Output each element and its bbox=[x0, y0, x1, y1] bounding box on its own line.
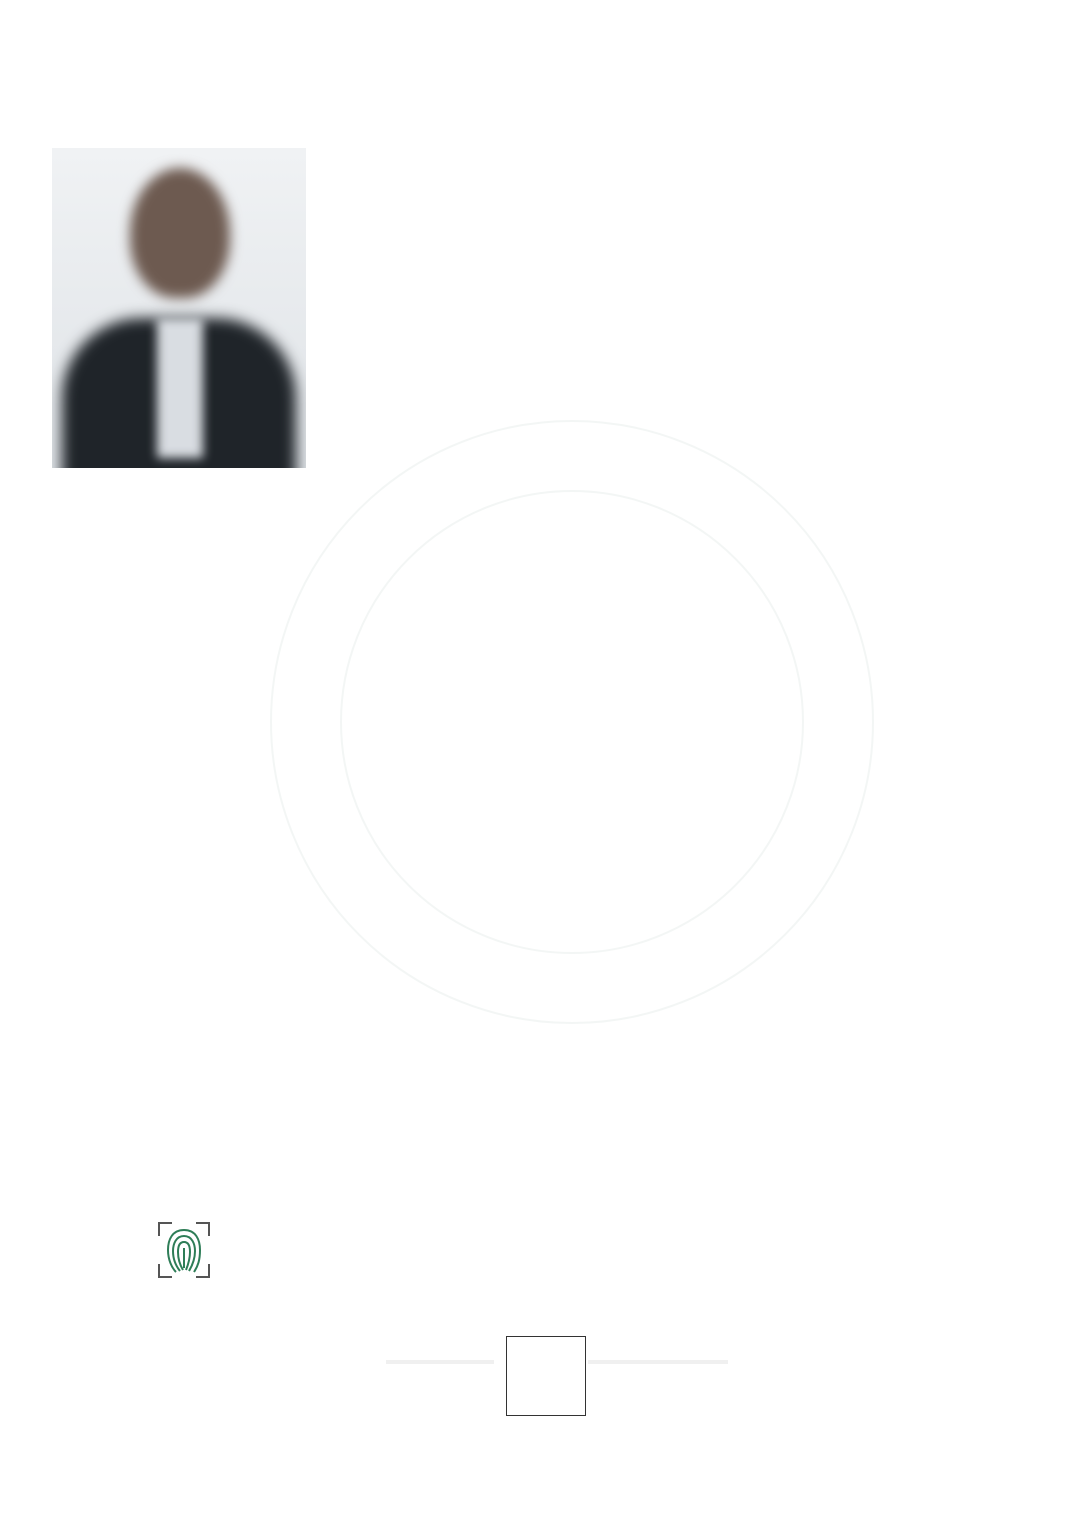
ksa-visa-logo bbox=[60, 58, 170, 60]
inquiry-arabic bbox=[588, 1360, 728, 1364]
qr-code-icon[interactable] bbox=[506, 1336, 586, 1416]
inquiry-english bbox=[386, 1360, 494, 1364]
holder-photo bbox=[52, 148, 306, 468]
watermark-seal-inner bbox=[340, 490, 804, 954]
visa-inquiry-panel bbox=[368, 1332, 728, 1416]
fingerprint-icon bbox=[158, 1222, 210, 1278]
